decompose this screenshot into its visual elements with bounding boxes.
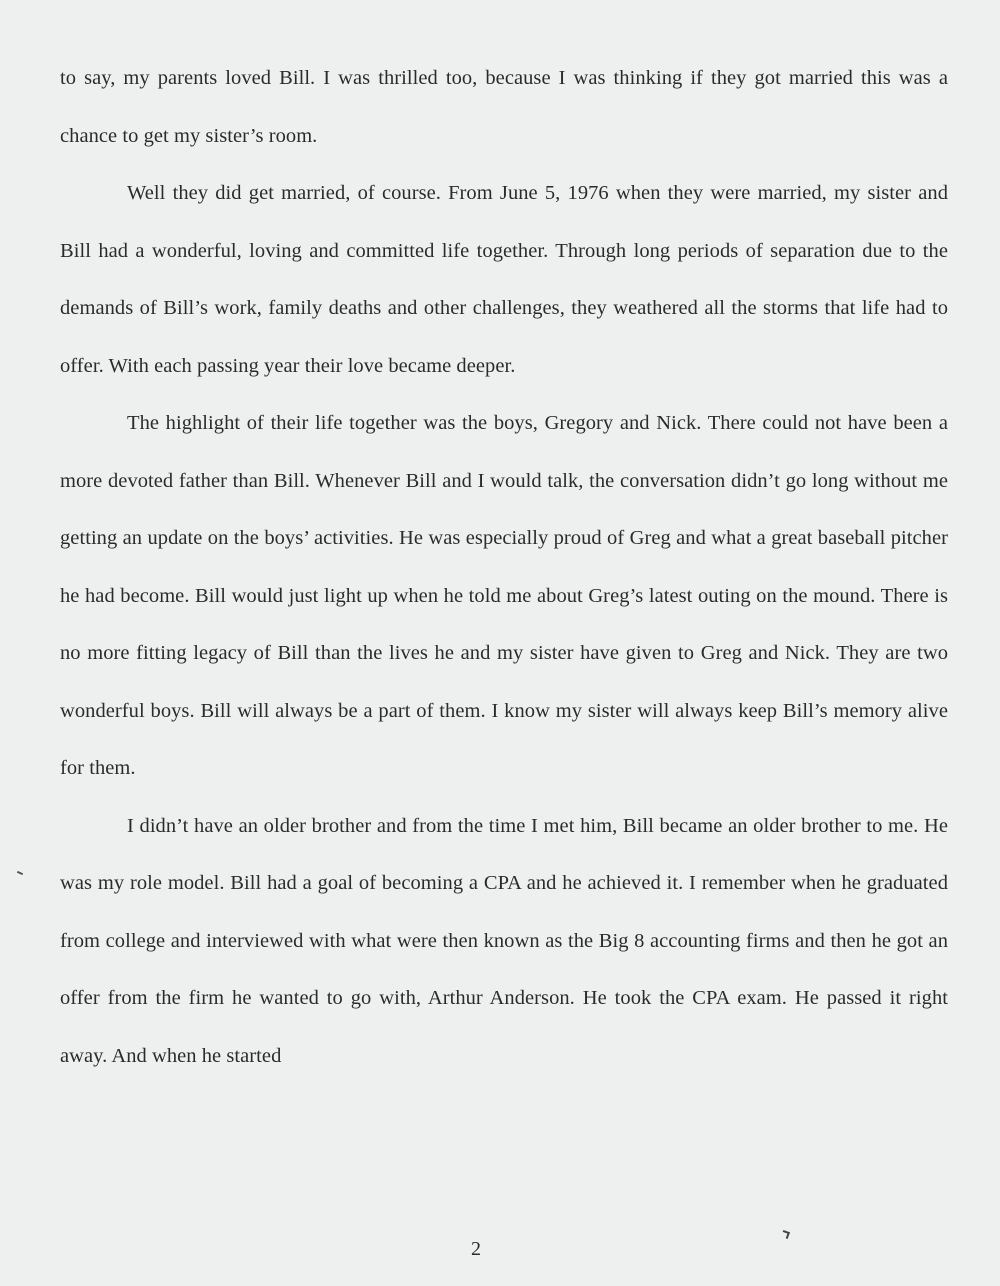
paragraph-2: Well they did get married, of course. From June 5, 1976 when they were married, my sister and Bill had a wonderful, loving and committed life together. Through long periods of separation due to the demands of Bill’s work, family deaths and other challenges, they weathered all the storms that life had to offer. With each passing year their love became deeper. xyxy=(60,182,948,377)
scan-mark-icon xyxy=(781,1230,790,1239)
page-number: 2 xyxy=(471,1238,481,1260)
scan-speck-icon xyxy=(17,871,23,875)
paragraph-1: to say, my parents loved Bill. I was thrilled too, because I was thinking if they got married this was a chance to get my sister’s room. xyxy=(60,67,948,147)
paragraph-3: The highlight of their life together was the boys, Gregory and Nick. There could not have been a more devoted father than Bill. Whenever Bill and I would talk, the conversation didn’t go long without me getting an update on the boys’ activities. He was especially proud of Greg and what a great baseball pitcher he had become. Bill would just light up when he told me about Greg’s latest outing on the mound. There is no more fitting legacy of Bill than the lives he and my sister have given to Greg and Nick. They are two wonderful boys. Bill will always be a part of them. I know my sister will always keep Bill’s memory alive for them. xyxy=(60,412,948,779)
paragraph-4: I didn’t have an older brother and from the time I met him, Bill became an older brother to me. He was my role model. Bill had a goal of becoming a CPA and he achieved it. I remember when he graduated from college and interviewed with what were then known as the Big 8 accounting firms and then he got an offer from the firm he wanted to go with, Arthur Anderson. He took the CPA exam. He passed it right away. And when he started xyxy=(60,814,948,1067)
body-text xyxy=(60,50,948,1085)
